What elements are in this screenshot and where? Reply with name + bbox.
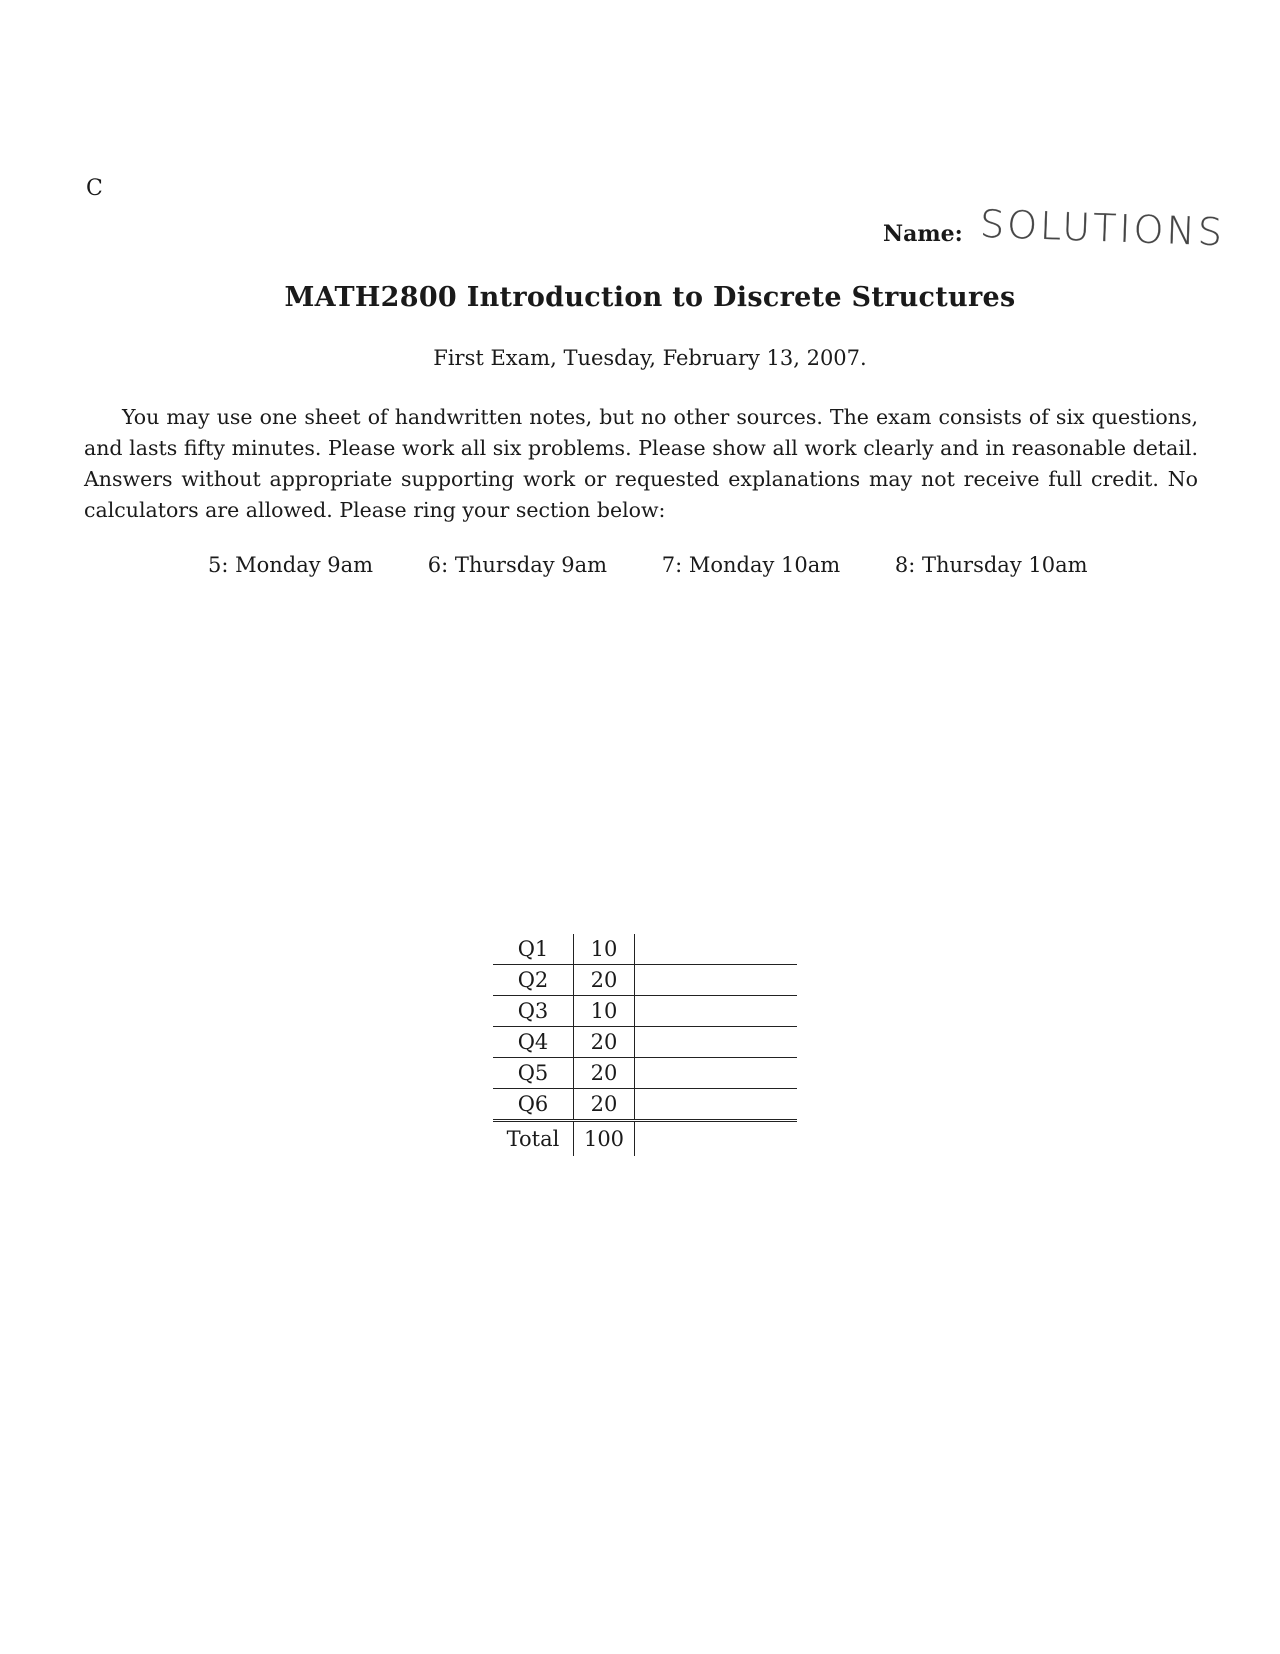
question-points: 20 (574, 1027, 635, 1058)
score-row (493, 965, 797, 996)
total-label: Total (493, 1121, 574, 1157)
name-label: Name: (883, 221, 963, 247)
score-entry-cell[interactable] (635, 1027, 798, 1058)
score-table (493, 934, 797, 1156)
score-entry-cell[interactable] (635, 934, 798, 965)
score-row (493, 1058, 797, 1089)
question-label: Q3 (493, 996, 574, 1027)
score-entry-cell[interactable] (635, 1058, 798, 1089)
question-label: Q1 (493, 934, 574, 965)
course-title: MATH2800 Introduction to Discrete Structures (284, 282, 1016, 313)
question-label: Q2 (493, 965, 574, 996)
section-option[interactable]: 5: Monday 9am (208, 553, 374, 577)
question-points: 20 (574, 965, 635, 996)
section-option[interactable]: 6: Thursday 9am (427, 553, 608, 577)
name-field (883, 201, 1226, 255)
question-points: 20 (574, 1058, 635, 1089)
corner-mark: C (86, 176, 103, 201)
score-row (493, 996, 797, 1027)
question-points: 10 (574, 996, 635, 1027)
section-option[interactable]: 7: Monday 10am (661, 553, 841, 577)
score-row (493, 1089, 797, 1121)
name-handwritten-value: SOLUTIONS (979, 201, 1226, 255)
section-option[interactable]: 8: Thursday 10am (894, 553, 1088, 577)
score-row (493, 934, 797, 965)
question-points: 20 (574, 1089, 635, 1121)
exam-instructions: You may use one sheet of handwritten notes, but no other sources. The exam consists of six questions, and lasts fifty minutes. Please work all six problems. Please show all work clearly and in reasonable detail. Answers without appropriate supporting work or requested explanations may not receive full credit. No calculators are allowed. Please ring your section below: (84, 405, 1198, 522)
total-entry-cell[interactable] (635, 1121, 798, 1157)
section-options (208, 553, 1136, 577)
question-label: Q6 (493, 1089, 574, 1121)
question-label: Q4 (493, 1027, 574, 1058)
total-points: 100 (574, 1121, 635, 1157)
score-entry-cell[interactable] (635, 965, 798, 996)
score-entry-cell[interactable] (635, 996, 798, 1027)
score-row (493, 1027, 797, 1058)
score-entry-cell[interactable] (635, 1089, 798, 1121)
question-label: Q5 (493, 1058, 574, 1089)
total-row (493, 1121, 797, 1157)
question-points: 10 (574, 934, 635, 965)
exam-date: First Exam, Tuesday, February 13, 2007. (433, 346, 867, 370)
